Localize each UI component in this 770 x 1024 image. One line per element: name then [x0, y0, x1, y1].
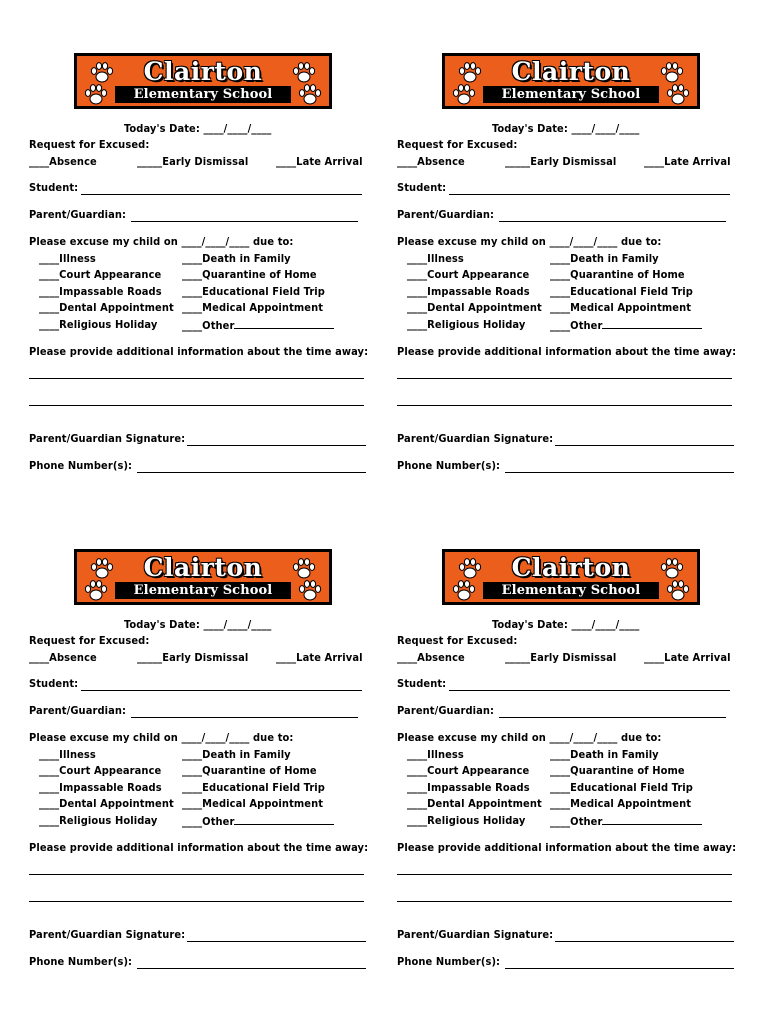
- request-label: Request for Excused:: [397, 634, 518, 647]
- reason-quarantine-of-home[interactable]: ____Quarantine of Home: [550, 268, 685, 281]
- signature-label: Parent/Guardian Signature:: [29, 432, 186, 445]
- reason-other-field[interactable]: [602, 318, 702, 329]
- parent-label: Parent/Guardian:: [397, 208, 495, 221]
- reason-religious-holiday[interactable]: ____Religious Holiday: [407, 318, 526, 331]
- signature-field[interactable]: [555, 445, 734, 446]
- signature-field[interactable]: [555, 941, 734, 942]
- paw-print-icon: [665, 579, 691, 603]
- phone-label: Phone Number(s):: [29, 955, 133, 968]
- todays-date-label: Today's Date:: [124, 618, 200, 631]
- todays-date-field[interactable]: ____/____/____: [203, 618, 272, 631]
- reason-other-field[interactable]: [234, 318, 334, 329]
- phone-field[interactable]: [137, 472, 366, 473]
- reason-other[interactable]: [550, 814, 702, 829]
- reason-illness[interactable]: ____Illness: [39, 748, 96, 761]
- logo-subtitle: Elementary School: [115, 582, 291, 599]
- option-late-arrival[interactable]: ____Late Arrival: [644, 155, 731, 168]
- info-line-1[interactable]: [397, 874, 732, 875]
- reason-illness[interactable]: ____Illness: [39, 252, 96, 265]
- reason-educational-field-trip[interactable]: ____Educational Field Trip: [550, 781, 693, 794]
- reason-death-in-family[interactable]: ____Death in Family: [550, 252, 659, 265]
- option-early-dismissal[interactable]: _____Early Dismissal: [505, 155, 617, 168]
- excuse-row: [397, 235, 661, 249]
- todays-date-label: Today's Date:: [124, 122, 200, 135]
- reason-religious-holiday[interactable]: ____Religious Holiday: [39, 318, 158, 331]
- option-absence[interactable]: ____Absence: [397, 651, 465, 664]
- school-logo: [442, 549, 700, 605]
- parent-label: Parent/Guardian:: [29, 208, 127, 221]
- info-line-1[interactable]: [29, 874, 364, 875]
- school-logo: [74, 549, 332, 605]
- option-late-arrival[interactable]: ____Late Arrival: [276, 651, 363, 664]
- info-line-1[interactable]: [397, 378, 732, 379]
- reason-other-label: ____Other: [182, 815, 235, 828]
- phone-field[interactable]: [137, 968, 366, 969]
- reason-court-appearance[interactable]: ____Court Appearance: [407, 764, 530, 777]
- parent-label: Parent/Guardian:: [397, 704, 495, 717]
- signature-label: Parent/Guardian Signature:: [397, 928, 554, 941]
- info-line-1[interactable]: [29, 378, 364, 379]
- info-prompt: Please provide additional information about the time away:: [29, 345, 369, 358]
- parent-field[interactable]: [131, 221, 358, 222]
- todays-date-field[interactable]: ____/____/____: [571, 618, 640, 631]
- excuse-prefix: Please excuse my child on: [29, 235, 178, 248]
- student-label: Student:: [397, 181, 447, 194]
- logo-subtitle: Elementary School: [115, 86, 291, 103]
- reason-other-label: ____Other: [550, 319, 603, 332]
- school-logo: [442, 53, 700, 109]
- reason-medical-appointment[interactable]: ____Medical Appointment: [182, 301, 324, 314]
- student-field[interactable]: [81, 690, 362, 691]
- paw-print-icon: [83, 83, 109, 107]
- reason-dental-appointment[interactable]: ____Dental Appointment: [39, 797, 174, 810]
- reason-educational-field-trip[interactable]: ____Educational Field Trip: [182, 781, 325, 794]
- option-late-arrival[interactable]: ____Late Arrival: [644, 651, 731, 664]
- logo-title: Clairton: [143, 57, 263, 86]
- excuse-prefix: Please excuse my child on: [29, 731, 178, 744]
- excuse-form-top-left: [29, 53, 374, 493]
- excuse-prefix: Please excuse my child on: [397, 235, 546, 248]
- todays-date-row: [492, 122, 639, 136]
- logo-subtitle: Elementary School: [483, 86, 659, 103]
- reason-dental-appointment[interactable]: ____Dental Appointment: [39, 301, 174, 314]
- reason-religious-holiday[interactable]: ____Religious Holiday: [407, 814, 526, 827]
- logo-title: Clairton: [511, 57, 631, 86]
- option-absence[interactable]: ____Absence: [29, 651, 97, 664]
- reason-death-in-family[interactable]: ____Death in Family: [182, 252, 291, 265]
- excuse-row: [29, 235, 293, 249]
- student-field[interactable]: [81, 194, 362, 195]
- excuse-suffix: due to:: [253, 731, 294, 744]
- option-early-dismissal[interactable]: _____Early Dismissal: [505, 651, 617, 664]
- todays-date-field[interactable]: ____/____/____: [203, 122, 272, 135]
- reason-medical-appointment[interactable]: ____Medical Appointment: [550, 797, 692, 810]
- paw-print-icon: [83, 579, 109, 603]
- reason-other-label: ____Other: [550, 815, 603, 828]
- phone-field[interactable]: [505, 968, 734, 969]
- phone-field[interactable]: [505, 472, 734, 473]
- paw-print-icon: [451, 579, 477, 603]
- option-late-arrival[interactable]: ____Late Arrival: [276, 155, 363, 168]
- excuse-suffix: due to:: [621, 731, 662, 744]
- info-prompt: Please provide additional information about the time away:: [397, 345, 737, 358]
- todays-date-row: [492, 618, 639, 632]
- reason-quarantine-of-home[interactable]: ____Quarantine of Home: [182, 268, 317, 281]
- reason-medical-appointment[interactable]: ____Medical Appointment: [182, 797, 324, 810]
- excuse-suffix: due to:: [253, 235, 294, 248]
- paw-print-icon: [297, 579, 323, 603]
- reason-illness[interactable]: ____Illness: [407, 748, 464, 761]
- parent-field[interactable]: [499, 221, 726, 222]
- reason-other-field[interactable]: [602, 814, 702, 825]
- request-label: Request for Excused:: [29, 634, 150, 647]
- request-label: Request for Excused:: [29, 138, 150, 151]
- paw-print-icon: [665, 83, 691, 107]
- student-field[interactable]: [449, 194, 730, 195]
- logo-title: Clairton: [511, 553, 631, 582]
- reason-other[interactable]: [550, 318, 702, 333]
- reason-illness[interactable]: ____Illness: [407, 252, 464, 265]
- reason-dental-appointment[interactable]: ____Dental Appointment: [407, 797, 542, 810]
- todays-date-field[interactable]: ____/____/____: [571, 122, 640, 135]
- student-label: Student:: [397, 677, 447, 690]
- reason-court-appearance[interactable]: ____Court Appearance: [39, 764, 162, 777]
- excuse-row: [397, 731, 661, 745]
- paw-print-icon: [451, 83, 477, 107]
- logo-title: Clairton: [143, 553, 263, 582]
- excuse-date-field[interactable]: ____/____/____: [181, 731, 250, 744]
- parent-label: Parent/Guardian:: [29, 704, 127, 717]
- excuse-prefix: Please excuse my child on: [397, 731, 546, 744]
- info-line-2[interactable]: [397, 405, 732, 406]
- phone-label: Phone Number(s):: [397, 459, 501, 472]
- phone-label: Phone Number(s):: [29, 459, 133, 472]
- student-label: Student:: [29, 677, 79, 690]
- option-absence[interactable]: ____Absence: [397, 155, 465, 168]
- reason-death-in-family[interactable]: ____Death in Family: [182, 748, 291, 761]
- reason-medical-appointment[interactable]: ____Medical Appointment: [550, 301, 692, 314]
- reason-other-label: ____Other: [182, 319, 235, 332]
- logo-subtitle: Elementary School: [483, 582, 659, 599]
- request-label: Request for Excused:: [397, 138, 518, 151]
- todays-date-row: [124, 122, 271, 136]
- excuse-form-bottom-left: [29, 549, 374, 989]
- reason-impassable-roads[interactable]: ____Impassable Roads: [407, 781, 530, 794]
- todays-date-row: [124, 618, 271, 632]
- signature-label: Parent/Guardian Signature:: [397, 432, 554, 445]
- info-line-2[interactable]: [29, 901, 364, 902]
- parent-field[interactable]: [131, 717, 358, 718]
- reason-educational-field-trip[interactable]: ____Educational Field Trip: [182, 285, 325, 298]
- todays-date-label: Today's Date:: [492, 618, 568, 631]
- paw-print-icon: [297, 83, 323, 107]
- reason-impassable-roads[interactable]: ____Impassable Roads: [407, 285, 530, 298]
- student-label: Student:: [29, 181, 79, 194]
- option-absence[interactable]: ____Absence: [29, 155, 97, 168]
- option-early-dismissal[interactable]: _____Early Dismissal: [137, 155, 249, 168]
- reason-religious-holiday[interactable]: ____Religious Holiday: [39, 814, 158, 827]
- reason-other[interactable]: [182, 814, 334, 829]
- reason-death-in-family[interactable]: ____Death in Family: [550, 748, 659, 761]
- signature-label: Parent/Guardian Signature:: [29, 928, 186, 941]
- reason-court-appearance[interactable]: ____Court Appearance: [407, 268, 530, 281]
- signature-field[interactable]: [187, 445, 366, 446]
- excuse-date-field[interactable]: ____/____/____: [181, 235, 250, 248]
- student-field[interactable]: [449, 690, 730, 691]
- reason-court-appearance[interactable]: ____Court Appearance: [39, 268, 162, 281]
- reason-impassable-roads[interactable]: ____Impassable Roads: [39, 285, 162, 298]
- info-line-2[interactable]: [397, 901, 732, 902]
- parent-field[interactable]: [499, 717, 726, 718]
- signature-field[interactable]: [187, 941, 366, 942]
- phone-label: Phone Number(s):: [397, 955, 501, 968]
- excuse-date-field[interactable]: ____/____/____: [549, 731, 618, 744]
- excuse-suffix: due to:: [621, 235, 662, 248]
- excuse-form-bottom-right: [397, 549, 742, 989]
- option-early-dismissal[interactable]: _____Early Dismissal: [137, 651, 249, 664]
- info-line-2[interactable]: [29, 405, 364, 406]
- reason-other-field[interactable]: [234, 814, 334, 825]
- excuse-row: [29, 731, 293, 745]
- school-logo: [74, 53, 332, 109]
- excuse-form-top-right: [397, 53, 742, 493]
- todays-date-label: Today's Date:: [492, 122, 568, 135]
- reason-dental-appointment[interactable]: ____Dental Appointment: [407, 301, 542, 314]
- reason-impassable-roads[interactable]: ____Impassable Roads: [39, 781, 162, 794]
- info-prompt: Please provide additional information about the time away:: [29, 841, 369, 854]
- reason-quarantine-of-home[interactable]: ____Quarantine of Home: [550, 764, 685, 777]
- reason-other[interactable]: [182, 318, 334, 333]
- reason-educational-field-trip[interactable]: ____Educational Field Trip: [550, 285, 693, 298]
- excuse-date-field[interactable]: ____/____/____: [549, 235, 618, 248]
- info-prompt: Please provide additional information about the time away:: [397, 841, 737, 854]
- reason-quarantine-of-home[interactable]: ____Quarantine of Home: [182, 764, 317, 777]
